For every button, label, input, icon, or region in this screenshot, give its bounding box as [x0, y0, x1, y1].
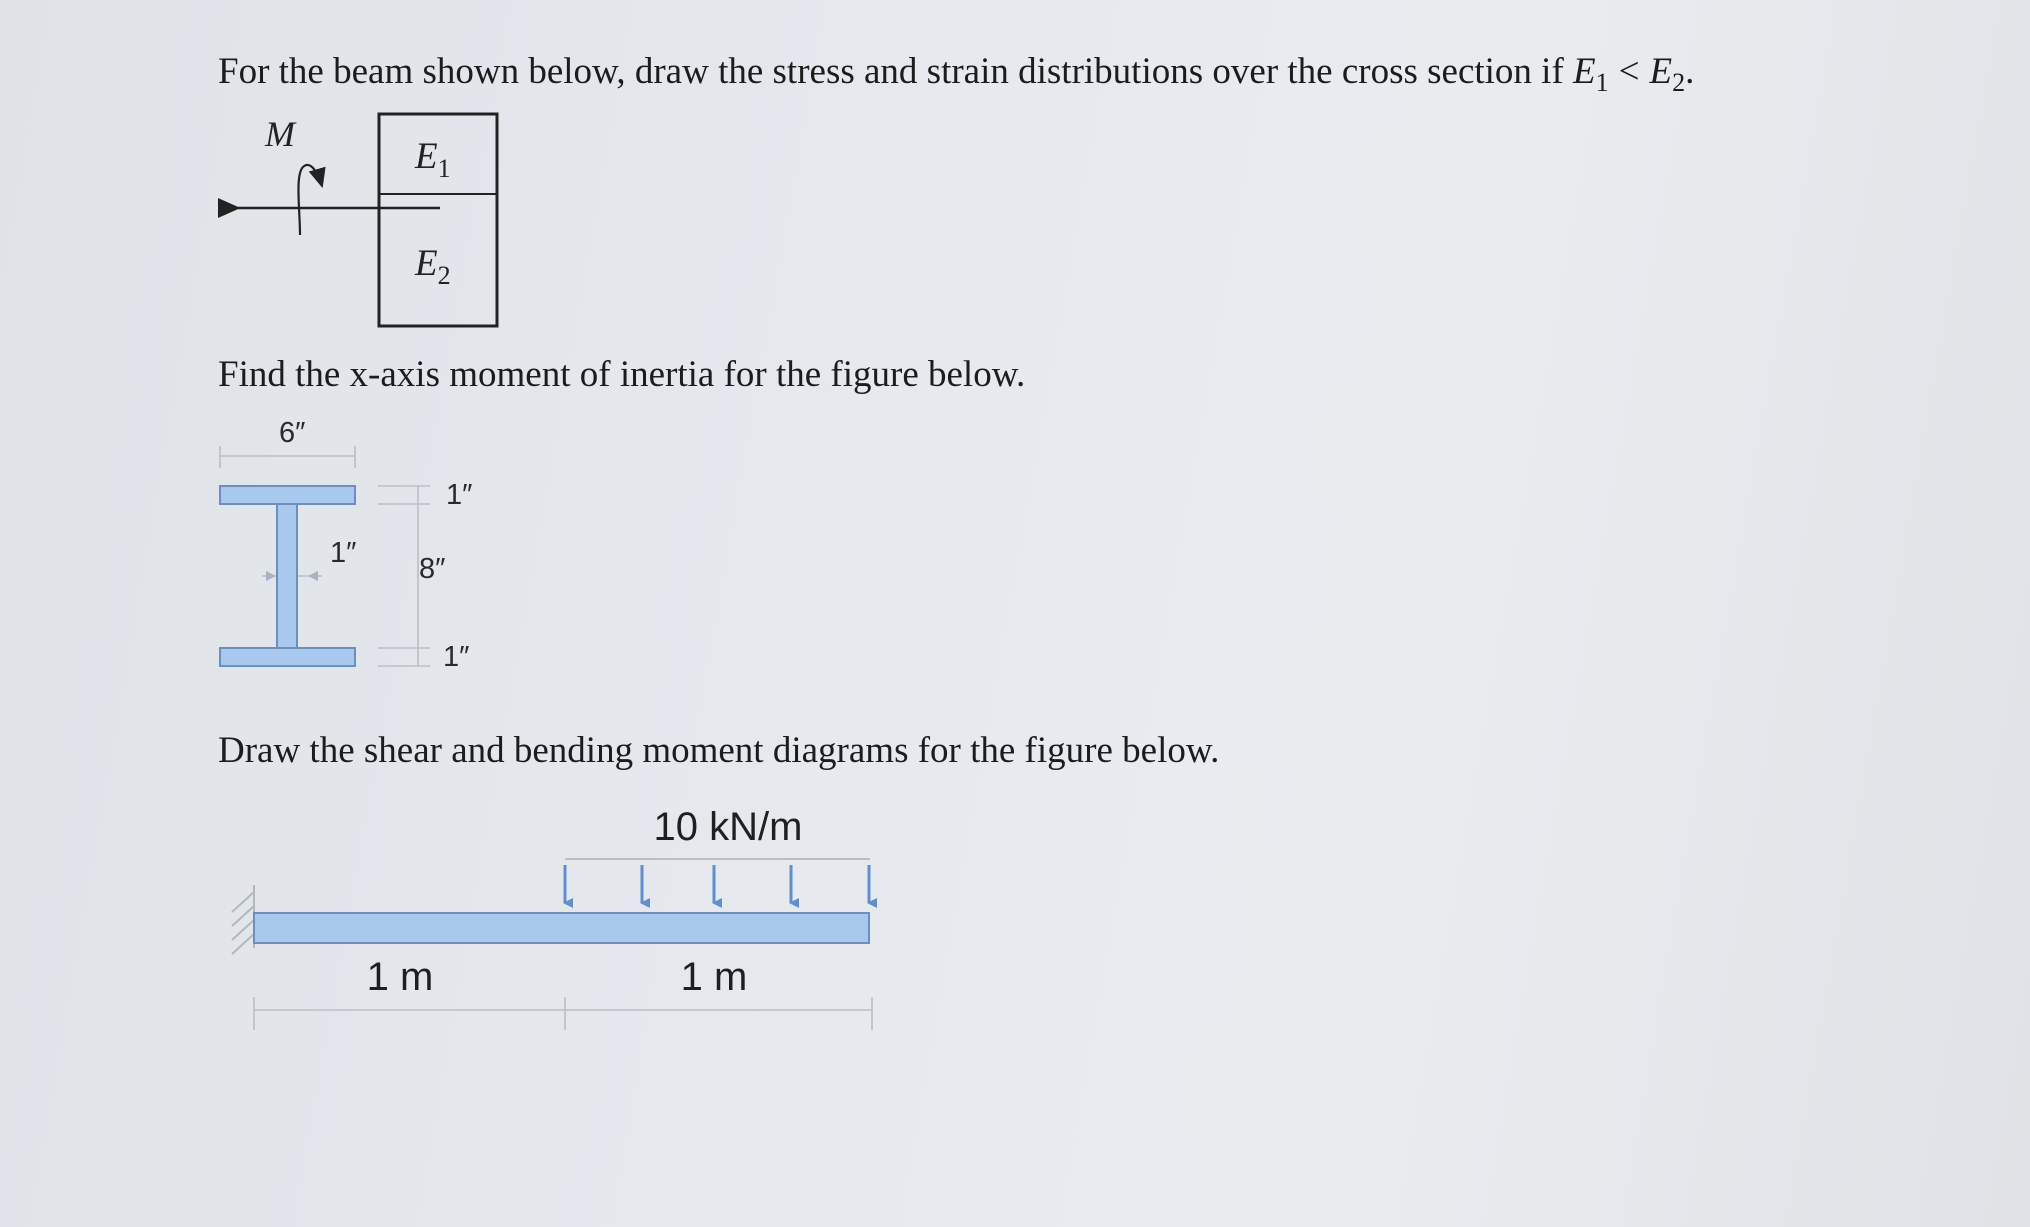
layer-label-top: $E_1$: [415, 136, 451, 183]
problem-2-statement: Find the x-axis moment of inertia for the figure below.: [218, 354, 1026, 395]
span-left-label: 1 m: [366, 955, 434, 999]
beam-body: [254, 913, 869, 943]
flange-width-label: 6″: [279, 417, 306, 449]
moment-label: M: [265, 114, 295, 154]
fixed-support: [232, 885, 254, 954]
problem-3-statement: Draw the shear and bending moment diagrams for the figure below.: [218, 730, 1220, 771]
span-right-label: 1 m: [680, 955, 748, 999]
bottom-flange-thickness-label: 1″: [443, 641, 470, 673]
layer-label-bottom: $E_2$: [415, 243, 451, 290]
web-thickness-label: 1″: [330, 537, 357, 569]
top-flange-thickness-label: 1″: [446, 479, 473, 511]
condition-expression: $E_1 < E_2$.: [1573, 51, 1695, 97]
web-height-label: 8″: [419, 553, 446, 585]
problem-1-text: For the beam shown below, draw the stress and strain distributions over the cross section if: [218, 51, 1564, 92]
load-intensity-label: 10 kN/m: [653, 805, 803, 849]
